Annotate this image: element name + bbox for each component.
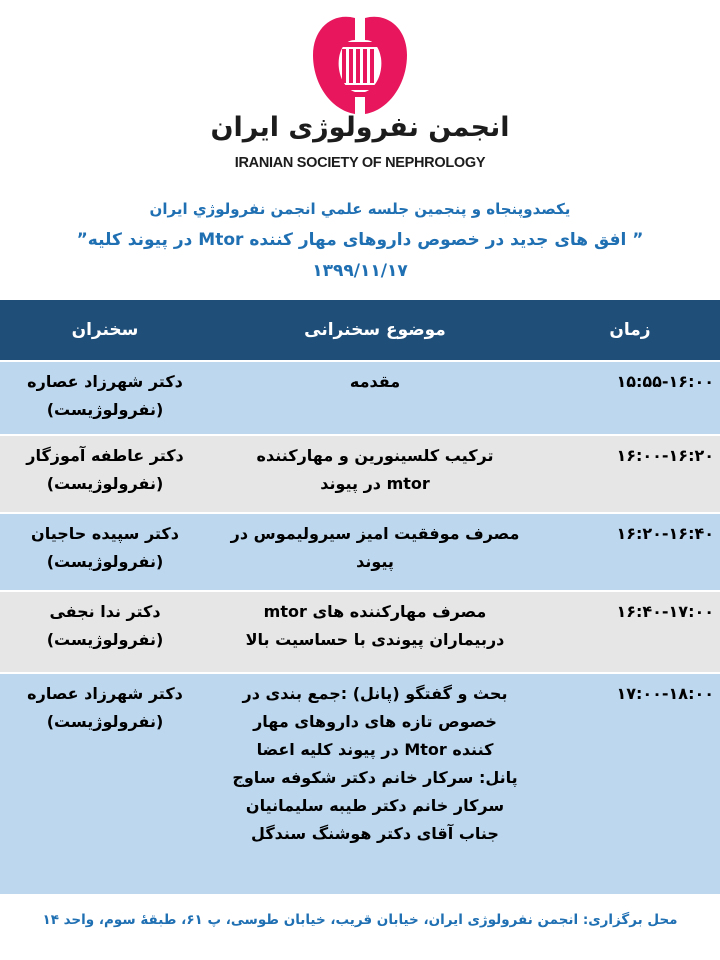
table-row	[0, 673, 720, 895]
row-topic	[210, 673, 540, 895]
speaker-name: دکتر شهرزاد عصاره	[27, 372, 183, 391]
row-time: ۱۷:۰۰-۱۸:۰۰	[540, 673, 720, 895]
topic-line: خصوص تازه های داروهای مهار	[253, 712, 497, 731]
row-time: ۱۶:۰۰-۱۶:۲۰	[540, 435, 720, 513]
speaker-specialty: (نفرولوژیست)	[46, 400, 164, 419]
topic-line: جناب آقای دکتر هوشنگ سندگل	[251, 824, 499, 843]
speaker-specialty: (نفرولوژیست)	[46, 712, 164, 731]
topic-line: بحث و گفتگو (پانل) :جمع بندی در	[242, 684, 508, 703]
row-time: ۱۶:۴۰-۱۷:۰۰	[540, 591, 720, 673]
society-name-en: IRANIAN SOCIETY OF NEPHROLOGY	[234, 155, 486, 171]
topic-line: کننده Mtor در پیوند کلیه اعضا	[256, 740, 494, 759]
speaker-specialty: (نفرولوژیست)	[46, 552, 164, 571]
column-header-time: زمان	[540, 300, 720, 361]
row-speaker	[0, 513, 210, 591]
row-topic	[210, 361, 540, 435]
row-speaker	[0, 361, 210, 435]
row-speaker	[0, 591, 210, 673]
table-header-row	[0, 300, 720, 361]
topic-line: سرکار خانم دکتر طیبه سلیمانیان	[245, 796, 505, 815]
society-name-fa: انجمن نفرولوژی ایران	[210, 112, 510, 143]
row-time: ۱۵:۵۵-۱۶:۰۰	[540, 361, 720, 435]
column-header-topic: موضوع سخنرانی	[210, 300, 540, 361]
speaker-specialty: (نفرولوژیست)	[46, 630, 164, 649]
table-row	[0, 591, 720, 673]
session-topic: ” افق های جدید در خصوص داروهای مهار کننده Mtor در پیوند کلیه”	[76, 230, 644, 250]
speaker-name: دکتر شهرزاد عصاره	[27, 684, 183, 703]
table-row	[0, 435, 720, 513]
speaker-specialty: (نفرولوژیست)	[46, 474, 164, 493]
topic-line: مصرف مهارکننده های mtor	[263, 602, 487, 621]
column-header-speaker: سخنران	[0, 300, 210, 361]
venue-address: محل برگزاری: انجمن نفرولوژی ایران، خیابان قریب، خیابان طوسی، پ ۶۱، طبقهٔ سوم، واحد ۱۴	[42, 912, 678, 928]
row-speaker	[0, 435, 210, 513]
speaker-name: دکتر عاطفه آموزگار	[26, 446, 184, 465]
topic-line: ترکیب کلسینورین و مهارکننده	[256, 446, 494, 465]
row-topic	[210, 513, 540, 591]
table-row	[0, 361, 720, 435]
topic-line: مقدمه	[349, 372, 401, 391]
speaker-name: دکتر ندا نجفی	[49, 602, 161, 621]
table-row	[0, 513, 720, 591]
topic-line: مصرف موفقیت امیز سیرولیموس در	[230, 524, 520, 543]
session-date: ۱۳۹۹/۱۱/۱۷	[312, 261, 408, 281]
row-topic	[210, 435, 540, 513]
row-speaker	[0, 673, 210, 895]
topic-line: پیوند	[356, 552, 394, 571]
row-time: ۱۶:۲۰-۱۶:۴۰	[540, 513, 720, 591]
topic-line: mtor در پیوند	[320, 474, 430, 493]
topic-line: دربیماران پیوندی با حساسیت بالا	[245, 630, 505, 649]
row-topic	[210, 591, 540, 673]
schedule-table	[0, 300, 720, 896]
session-title: يكصدوپنجاه و پنجمين جلسه علمي انجمن نفرولوژي ايران	[149, 200, 571, 218]
speaker-name: دکتر سپیده حاجیان	[31, 524, 179, 543]
topic-line: پانل: سرکار خانم دکتر شکوفه ساوج	[232, 768, 518, 787]
kidney-columns-emblem-icon	[305, 10, 415, 122]
logo	[0, 0, 720, 180]
